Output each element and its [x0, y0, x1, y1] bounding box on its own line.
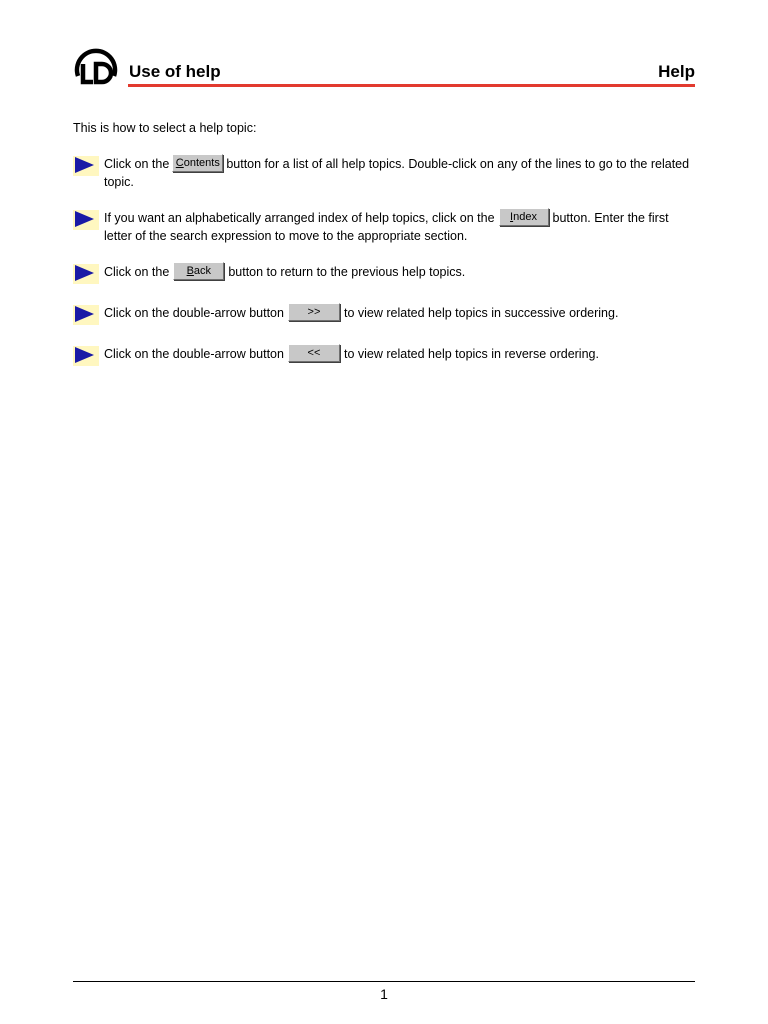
- arrow-bullet-icon: [73, 305, 99, 325]
- arrow-bullet-icon: [73, 210, 99, 230]
- section-label: Help: [658, 62, 695, 81]
- item-text-after: button. Enter the first letter of the search expression to move to the appropriate section.: [104, 211, 669, 243]
- back-button-label: ack: [193, 264, 212, 277]
- item-text-after: button to return to the previous help topics.: [228, 265, 466, 279]
- index-button[interactable]: [499, 208, 549, 226]
- page-title: Use of help: [129, 62, 221, 81]
- index-button-label: ndex: [513, 210, 537, 223]
- item-text-after: to view related help topics in successive ordering.: [343, 306, 619, 320]
- next-button[interactable]: >>: [288, 303, 340, 321]
- arrow-bullet-icon: [73, 264, 99, 284]
- item-text: [104, 305, 695, 323]
- arrow-bullet-icon: [73, 346, 99, 366]
- item-text-after: button for a list of all help topics. Double-click on any of the lines to go to the related topic.: [104, 157, 690, 189]
- item-text-after: to view related help topics in reverse ordering.: [343, 347, 599, 361]
- item-text: [104, 264, 695, 282]
- item-text: [104, 346, 695, 364]
- item-text: [104, 156, 695, 191]
- back-button-mnemonic: B: [186, 264, 194, 277]
- contents-button-label: ontents: [183, 156, 220, 169]
- ld-logo: [72, 42, 120, 90]
- footer-rule: [73, 981, 695, 982]
- item-text-before: Click on the: [104, 265, 170, 279]
- header-rule: [128, 84, 695, 87]
- intro-text: This is how to select a help topic:: [73, 121, 257, 135]
- item-text-before: Click on the: [104, 157, 170, 171]
- item-text-before: If you want an alphabetically arranged index of help topics, click on the: [104, 211, 495, 225]
- arrow-bullet-icon: [73, 156, 99, 176]
- previous-button[interactable]: <<: [288, 344, 340, 362]
- contents-button-mnemonic: C: [175, 156, 184, 169]
- item-text-before: Click on the double-arrow button: [104, 347, 284, 361]
- index-button-mnemonic: I: [510, 210, 514, 223]
- item-text-before: Click on the double-arrow button: [104, 306, 284, 320]
- back-button[interactable]: [173, 262, 224, 280]
- contents-button[interactable]: [172, 154, 223, 172]
- page-number: 1: [380, 986, 388, 1002]
- item-text: [104, 210, 695, 245]
